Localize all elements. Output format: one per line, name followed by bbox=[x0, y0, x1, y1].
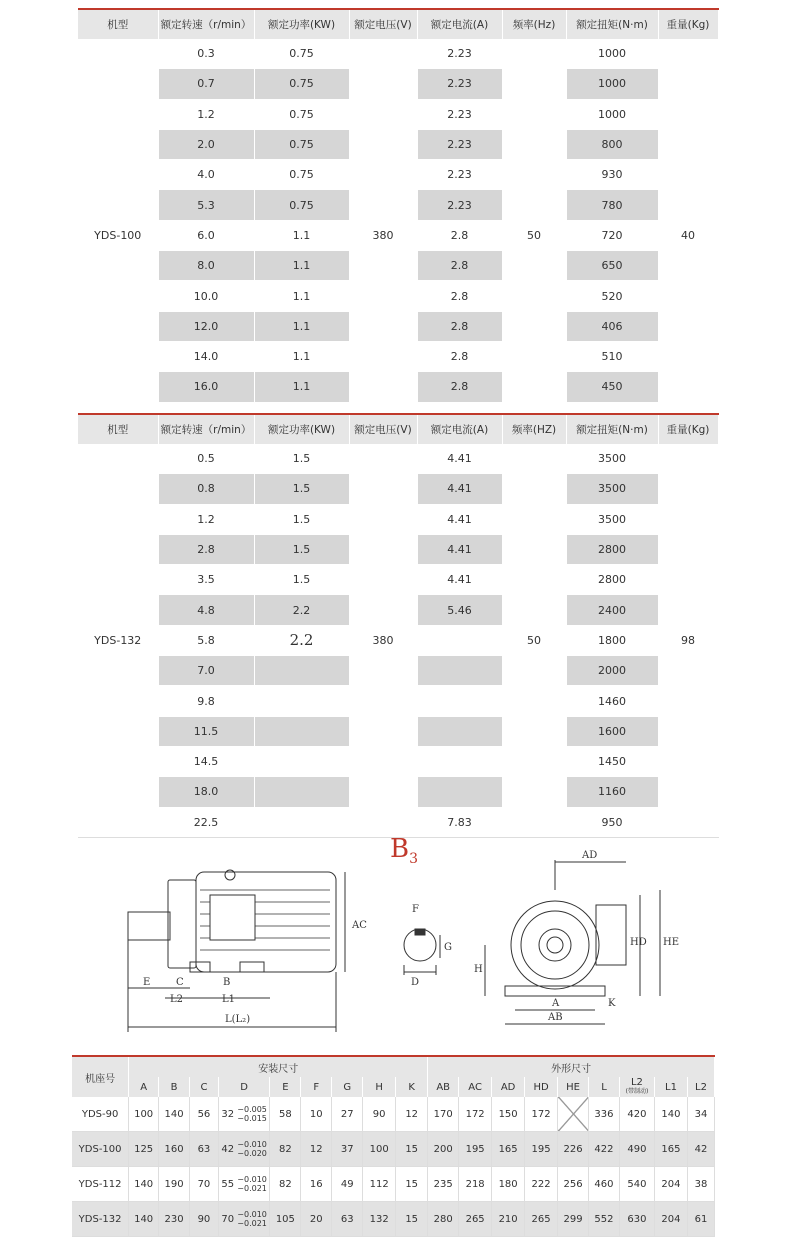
speed-cell: 4.8 bbox=[158, 595, 254, 625]
dim-cell-G: 49 bbox=[332, 1167, 363, 1202]
current-cell bbox=[417, 777, 502, 807]
current-cell: 4.41 bbox=[417, 565, 502, 595]
label-F: F bbox=[412, 904, 419, 915]
voltage-cell: 380 bbox=[349, 39, 417, 432]
current-cell: 2.8 bbox=[417, 220, 502, 250]
current-cell bbox=[417, 686, 502, 716]
table-row bbox=[72, 1202, 715, 1237]
speed-cell: 0.7 bbox=[158, 69, 254, 99]
table-header-row bbox=[78, 9, 718, 39]
dim-cell-H: 100 bbox=[363, 1132, 396, 1167]
dim-cell-HE: 226 bbox=[558, 1132, 589, 1167]
dim-cell-A: 125 bbox=[129, 1132, 159, 1167]
label-AC: AC bbox=[352, 920, 367, 931]
dim-cell-AB: 170 bbox=[428, 1097, 459, 1132]
dim-cell-AC: 195 bbox=[459, 1132, 492, 1167]
col-header-H: H bbox=[363, 1077, 396, 1097]
col-header-L2-brake bbox=[619, 1077, 654, 1097]
frequency-cell: 50 bbox=[502, 39, 566, 432]
dim-cell-C: 63 bbox=[190, 1132, 219, 1167]
dim-cell-AC: 265 bbox=[459, 1202, 492, 1237]
dim-cell-AC: 218 bbox=[459, 1167, 492, 1202]
dim-cell-H: 132 bbox=[363, 1202, 396, 1237]
dim-cell-L1: 204 bbox=[654, 1167, 687, 1202]
spec-table-yds132 bbox=[78, 413, 719, 838]
dim-cell-D bbox=[218, 1097, 270, 1132]
dim-cell-AD: 180 bbox=[492, 1167, 525, 1202]
speed-cell: 0.3 bbox=[158, 39, 254, 69]
speed-cell: 0.8 bbox=[158, 474, 254, 504]
dim-cell-D bbox=[218, 1202, 270, 1237]
dim-cell-A: 100 bbox=[129, 1097, 159, 1132]
dim-cell-D bbox=[218, 1167, 270, 1202]
torque-cell: 2400 bbox=[566, 595, 658, 625]
speed-cell: 3.5 bbox=[158, 565, 254, 595]
speed-cell: 2.8 bbox=[158, 534, 254, 564]
power-cell: 2.2 bbox=[254, 625, 349, 655]
dim-cell-AD: 150 bbox=[492, 1097, 525, 1132]
terminal-box-front bbox=[596, 905, 626, 965]
label-HD: HD bbox=[630, 937, 647, 948]
dim-cell-HD: 222 bbox=[525, 1167, 558, 1202]
dim-cell-L: 460 bbox=[589, 1167, 620, 1202]
dim-cell-L2: 61 bbox=[687, 1202, 714, 1237]
dim-cell-L2b: 420 bbox=[619, 1097, 654, 1132]
terminal-box-shape bbox=[210, 895, 255, 940]
current-cell: 2.23 bbox=[417, 39, 502, 69]
power-cell: 1.1 bbox=[254, 341, 349, 371]
label-L: L(L₂) bbox=[225, 1014, 251, 1025]
dim-group-header-row bbox=[72, 1056, 715, 1077]
current-cell: 2.8 bbox=[417, 251, 502, 281]
label-G: G bbox=[444, 942, 452, 953]
current-cell bbox=[417, 656, 502, 686]
speed-cell: 1.2 bbox=[158, 99, 254, 129]
dim-cell-C: 56 bbox=[190, 1097, 219, 1132]
current-cell: 2.23 bbox=[417, 69, 502, 99]
col-header-torque: 额定扭矩(N·m) bbox=[566, 9, 658, 39]
torque-cell: 520 bbox=[566, 281, 658, 311]
current-cell: 4.41 bbox=[417, 474, 502, 504]
power-cell: 1.1 bbox=[254, 311, 349, 341]
col-header-current: 额定电流(A) bbox=[417, 414, 502, 444]
power-cell: 1.1 bbox=[254, 372, 349, 402]
col-header-G: G bbox=[332, 1077, 363, 1097]
col-header-voltage: 额定电压(V) bbox=[349, 9, 417, 39]
dim-cell-L2: 34 bbox=[687, 1097, 714, 1132]
torque-cell: 950 bbox=[566, 807, 658, 837]
torque-cell: 510 bbox=[566, 341, 658, 371]
speed-cell: 6.0 bbox=[158, 220, 254, 250]
dim-cell-K: 12 bbox=[396, 1097, 428, 1132]
torque-cell: 406 bbox=[566, 311, 658, 341]
col-header-C: C bbox=[190, 1077, 219, 1097]
power-cell: 0.75 bbox=[254, 39, 349, 69]
dim-cell-A: 140 bbox=[129, 1202, 159, 1237]
dim-cell-B: 190 bbox=[159, 1167, 190, 1202]
dim-cell-G: 27 bbox=[332, 1097, 363, 1132]
col-header-HD: HD bbox=[525, 1077, 558, 1097]
table-row bbox=[72, 1132, 715, 1167]
dim-cell-AC: 172 bbox=[459, 1097, 492, 1132]
dim-cell-AD: 165 bbox=[492, 1132, 525, 1167]
housing-inner-circle bbox=[521, 911, 589, 979]
speed-cell: 7.0 bbox=[158, 656, 254, 686]
current-cell: 2.23 bbox=[417, 129, 502, 159]
front-view bbox=[474, 850, 679, 1024]
dim-cell-L2: 42 bbox=[687, 1132, 714, 1167]
current-cell: 2.8 bbox=[417, 372, 502, 402]
rear-foot-shape bbox=[240, 962, 264, 972]
label-A: A bbox=[552, 998, 560, 1009]
torque-cell: 800 bbox=[566, 129, 658, 159]
frame-model-cell: YDS-100 bbox=[72, 1132, 129, 1167]
current-cell: 2.23 bbox=[417, 99, 502, 129]
col-header-AB: AB bbox=[428, 1077, 459, 1097]
dim-cell-HD: 265 bbox=[525, 1202, 558, 1237]
shaft-diameter-value: 42 bbox=[221, 1144, 235, 1155]
torque-cell: 3500 bbox=[566, 504, 658, 534]
dim-cell-AB: 280 bbox=[428, 1202, 459, 1237]
torque-cell: 3500 bbox=[566, 444, 658, 474]
tolerance-upper: −0.010 bbox=[237, 1175, 267, 1184]
power-cell bbox=[254, 656, 349, 686]
dim-cell-H: 90 bbox=[363, 1097, 396, 1132]
torque-cell: 1000 bbox=[566, 69, 658, 99]
dim-cell-L: 336 bbox=[589, 1097, 620, 1132]
speed-cell: 16.0 bbox=[158, 372, 254, 402]
shaft-tolerance bbox=[237, 1175, 267, 1193]
speed-cell: 22.5 bbox=[158, 807, 254, 837]
col-header-K: K bbox=[396, 1077, 428, 1097]
label-L1: L1 bbox=[222, 994, 236, 1005]
weight-cell: 40 bbox=[658, 39, 718, 432]
speed-cell: 0.5 bbox=[158, 444, 254, 474]
shaft-end-circle bbox=[547, 937, 563, 953]
col-header-L2: L2 bbox=[687, 1077, 714, 1097]
current-cell: 5.46 bbox=[417, 595, 502, 625]
dim-cell-L1: 204 bbox=[654, 1202, 687, 1237]
col-header-HE: HE bbox=[558, 1077, 589, 1097]
power-cell bbox=[254, 777, 349, 807]
label-B: B bbox=[223, 977, 231, 988]
dim-cell-AB: 200 bbox=[428, 1132, 459, 1167]
dim-cell-A: 140 bbox=[129, 1167, 159, 1202]
col-header-weight: 重量(Kg) bbox=[658, 414, 718, 444]
col-header-torque: 额定扭矩(N·m) bbox=[566, 414, 658, 444]
dim-cell-D bbox=[218, 1132, 270, 1167]
housing-outer-circle bbox=[511, 901, 599, 989]
dim-cell-B: 230 bbox=[159, 1202, 190, 1237]
tolerance-upper: −0.010 bbox=[237, 1140, 267, 1149]
current-cell bbox=[417, 716, 502, 746]
speed-cell: 18.0 bbox=[158, 777, 254, 807]
label-E: E bbox=[143, 977, 151, 988]
dim-cell-L: 422 bbox=[589, 1132, 620, 1167]
power-cell: 1.5 bbox=[254, 534, 349, 564]
table-row bbox=[78, 444, 718, 474]
dim-cell-L2b: 540 bbox=[619, 1167, 654, 1202]
current-cell bbox=[417, 746, 502, 776]
col-header-weight: 重量(Kg) bbox=[658, 9, 718, 39]
speed-cell: 14.5 bbox=[158, 746, 254, 776]
col-header-E: E bbox=[270, 1077, 301, 1097]
col-header-voltage: 额定电压(V) bbox=[349, 414, 417, 444]
torque-cell: 930 bbox=[566, 160, 658, 190]
l2-brake-label: L2 bbox=[630, 1076, 643, 1088]
col-header-AD: AD bbox=[492, 1077, 525, 1097]
dim-cell-F: 16 bbox=[301, 1167, 332, 1202]
shaft-shape bbox=[128, 912, 170, 940]
col-header-AC: AC bbox=[459, 1077, 492, 1097]
dim-cell-HD: 172 bbox=[525, 1097, 558, 1132]
current-cell: 2.8 bbox=[417, 341, 502, 371]
power-cell: 1.5 bbox=[254, 565, 349, 595]
dim-cell-E: 58 bbox=[270, 1097, 301, 1132]
speed-cell: 2.0 bbox=[158, 129, 254, 159]
motor-dimension-drawing bbox=[0, 845, 790, 1045]
dim-cell-F: 12 bbox=[301, 1132, 332, 1167]
dim-cell-HE: 256 bbox=[558, 1167, 589, 1202]
speed-cell: 12.0 bbox=[158, 311, 254, 341]
model-cell: YDS-100 bbox=[78, 39, 158, 432]
dim-cell-F: 10 bbox=[301, 1097, 332, 1132]
table-header-row bbox=[78, 414, 718, 444]
power-cell: 2.2 bbox=[254, 595, 349, 625]
keyway-shape bbox=[415, 929, 425, 935]
bearing-circle bbox=[539, 929, 571, 961]
speed-cell: 14.0 bbox=[158, 341, 254, 371]
torque-cell: 2800 bbox=[566, 565, 658, 595]
col-header-speed: 额定转速（r/min） bbox=[158, 9, 254, 39]
side-view bbox=[128, 870, 367, 1032]
power-cell bbox=[254, 716, 349, 746]
label-K: K bbox=[608, 998, 616, 1009]
dim-cell-L1: 140 bbox=[654, 1097, 687, 1132]
shaft-diameter-value: 32 bbox=[221, 1109, 235, 1120]
power-cell: 1.1 bbox=[254, 251, 349, 281]
dim-cell-E: 82 bbox=[270, 1167, 301, 1202]
model-cell: YDS-132 bbox=[78, 444, 158, 837]
group-header-install: 安装尺寸 bbox=[129, 1056, 428, 1077]
dim-cell-E: 82 bbox=[270, 1132, 301, 1167]
speed-cell: 9.8 bbox=[158, 686, 254, 716]
mounting-type-letter: B bbox=[390, 834, 410, 864]
torque-cell: 720 bbox=[566, 220, 658, 250]
torque-cell: 450 bbox=[566, 372, 658, 402]
tolerance-lower: −0.015 bbox=[237, 1114, 267, 1123]
dim-cell-HE bbox=[558, 1097, 589, 1132]
dim-cell-G: 37 bbox=[332, 1132, 363, 1167]
voltage-cell: 380 bbox=[349, 444, 417, 837]
tolerance-upper: −0.005 bbox=[237, 1105, 267, 1114]
power-cell: 1.5 bbox=[254, 474, 349, 504]
current-cell: 2.23 bbox=[417, 160, 502, 190]
power-cell bbox=[254, 746, 349, 776]
speed-cell: 8.0 bbox=[158, 251, 254, 281]
label-D: D bbox=[411, 977, 420, 988]
power-cell bbox=[254, 807, 349, 837]
power-cell: 0.75 bbox=[254, 129, 349, 159]
torque-cell: 1000 bbox=[566, 39, 658, 69]
shaft-tolerance bbox=[237, 1105, 267, 1123]
power-cell: 1.1 bbox=[254, 281, 349, 311]
torque-cell: 650 bbox=[566, 251, 658, 281]
tolerance-lower: −0.020 bbox=[237, 1149, 267, 1158]
torque-cell: 1600 bbox=[566, 716, 658, 746]
label-L2: L2 bbox=[170, 994, 184, 1005]
shaft-diameter-value: 70 bbox=[221, 1214, 235, 1225]
torque-cell: 1160 bbox=[566, 777, 658, 807]
dim-cell-L2: 38 bbox=[687, 1167, 714, 1202]
current-cell: 4.41 bbox=[417, 534, 502, 564]
dim-cell-HD: 195 bbox=[525, 1132, 558, 1167]
tolerance-lower: −0.021 bbox=[237, 1219, 267, 1228]
dim-cell-B: 160 bbox=[159, 1132, 190, 1167]
dim-cell-L2b: 630 bbox=[619, 1202, 654, 1237]
frequency-cell: 50 bbox=[502, 444, 566, 837]
speed-cell: 5.3 bbox=[158, 190, 254, 220]
label-AB: AB bbox=[548, 1012, 563, 1023]
current-cell bbox=[417, 625, 502, 655]
col-header-current: 额定电流(A) bbox=[417, 9, 502, 39]
current-cell: 4.41 bbox=[417, 504, 502, 534]
weight-cell: 98 bbox=[658, 444, 718, 837]
torque-cell: 1800 bbox=[566, 625, 658, 655]
speed-cell: 1.2 bbox=[158, 504, 254, 534]
col-header-B: B bbox=[159, 1077, 190, 1097]
dim-column-header-row bbox=[72, 1077, 715, 1097]
col-header-power: 额定功率(KW) bbox=[254, 9, 349, 39]
dim-cell-G: 63 bbox=[332, 1202, 363, 1237]
col-header-frame: 机座号 bbox=[72, 1056, 129, 1097]
label-HE: HE bbox=[663, 937, 680, 948]
shaft-tolerance bbox=[237, 1140, 267, 1158]
dim-cell-K: 15 bbox=[396, 1167, 428, 1202]
speed-cell: 11.5 bbox=[158, 716, 254, 746]
col-header-A: A bbox=[129, 1077, 159, 1097]
torque-cell: 780 bbox=[566, 190, 658, 220]
table-row bbox=[78, 39, 718, 69]
dim-cell-B: 140 bbox=[159, 1097, 190, 1132]
dim-table-body bbox=[72, 1097, 715, 1237]
col-header-F: F bbox=[301, 1077, 332, 1097]
current-cell: 7.83 bbox=[417, 807, 502, 837]
label-AD: AD bbox=[582, 850, 598, 861]
power-cell: 0.75 bbox=[254, 99, 349, 129]
mounting-type-number: 3 bbox=[409, 851, 419, 868]
table-row bbox=[72, 1167, 715, 1202]
torque-cell: 2800 bbox=[566, 534, 658, 564]
dim-cell-L1: 165 bbox=[654, 1132, 687, 1167]
shaft-section-view bbox=[404, 904, 452, 988]
group-header-outer: 外形尺寸 bbox=[428, 1056, 715, 1077]
col-header-power: 额定功率(KW) bbox=[254, 414, 349, 444]
power-cell: 1.5 bbox=[254, 444, 349, 474]
table-row bbox=[72, 1097, 715, 1132]
base-feet-shape bbox=[505, 986, 605, 996]
col-header-frequency: 频率(Hz) bbox=[502, 9, 566, 39]
col-header-frequency: 频率(HZ) bbox=[502, 414, 566, 444]
tolerance-lower: −0.021 bbox=[237, 1184, 267, 1193]
dim-cell-E: 105 bbox=[270, 1202, 301, 1237]
torque-cell: 1000 bbox=[566, 99, 658, 129]
torque-cell: 1460 bbox=[566, 686, 658, 716]
shaft-diameter-value: 55 bbox=[221, 1179, 235, 1190]
torque-cell: 2000 bbox=[566, 656, 658, 686]
torque-cell: 3500 bbox=[566, 474, 658, 504]
speed-cell: 10.0 bbox=[158, 281, 254, 311]
current-cell: 2.8 bbox=[417, 281, 502, 311]
label-C: C bbox=[176, 977, 184, 988]
dim-cell-L2b: 490 bbox=[619, 1132, 654, 1167]
dim-cell-F: 20 bbox=[301, 1202, 332, 1237]
front-cover-shape bbox=[168, 880, 196, 968]
current-cell: 2.23 bbox=[417, 190, 502, 220]
current-cell: 2.8 bbox=[417, 311, 502, 341]
torque-cell: 1450 bbox=[566, 746, 658, 776]
frame-model-cell: YDS-90 bbox=[72, 1097, 129, 1132]
tolerance-upper: −0.010 bbox=[237, 1210, 267, 1219]
label-H: H bbox=[474, 964, 483, 975]
col-header-L1: L1 bbox=[654, 1077, 687, 1097]
power-cell: 0.75 bbox=[254, 160, 349, 190]
dim-cell-K: 15 bbox=[396, 1202, 428, 1237]
dim-cell-H: 112 bbox=[363, 1167, 396, 1202]
power-cell: 1.1 bbox=[254, 220, 349, 250]
power-cell: 1.5 bbox=[254, 504, 349, 534]
power-cell: 0.75 bbox=[254, 190, 349, 220]
frame-model-cell: YDS-112 bbox=[72, 1167, 129, 1202]
dimension-table bbox=[72, 1055, 715, 1237]
col-header-model: 机型 bbox=[78, 9, 158, 39]
dim-cell-L: 552 bbox=[589, 1202, 620, 1237]
col-header-speed: 额定转速（r/min） bbox=[158, 414, 254, 444]
speed-cell: 4.0 bbox=[158, 160, 254, 190]
current-cell: 4.41 bbox=[417, 444, 502, 474]
dim-cell-K: 15 bbox=[396, 1132, 428, 1167]
col-header-D: D bbox=[218, 1077, 270, 1097]
col-header-L: L bbox=[589, 1077, 620, 1097]
frame-model-cell: YDS-132 bbox=[72, 1202, 129, 1237]
dim-cell-HE: 299 bbox=[558, 1202, 589, 1237]
col-header-model: 机型 bbox=[78, 414, 158, 444]
speed-cell: 5.8 bbox=[158, 625, 254, 655]
dim-cell-C: 90 bbox=[190, 1202, 219, 1237]
shaft-tolerance bbox=[237, 1210, 267, 1228]
dim-cell-AB: 235 bbox=[428, 1167, 459, 1202]
power-cell bbox=[254, 686, 349, 716]
spec-table-yds100 bbox=[78, 8, 719, 433]
power-cell: 0.75 bbox=[254, 69, 349, 99]
dim-cell-AD: 210 bbox=[492, 1202, 525, 1237]
dim-cell-C: 70 bbox=[190, 1167, 219, 1202]
l2-brake-note: (带制动) bbox=[625, 1087, 649, 1095]
